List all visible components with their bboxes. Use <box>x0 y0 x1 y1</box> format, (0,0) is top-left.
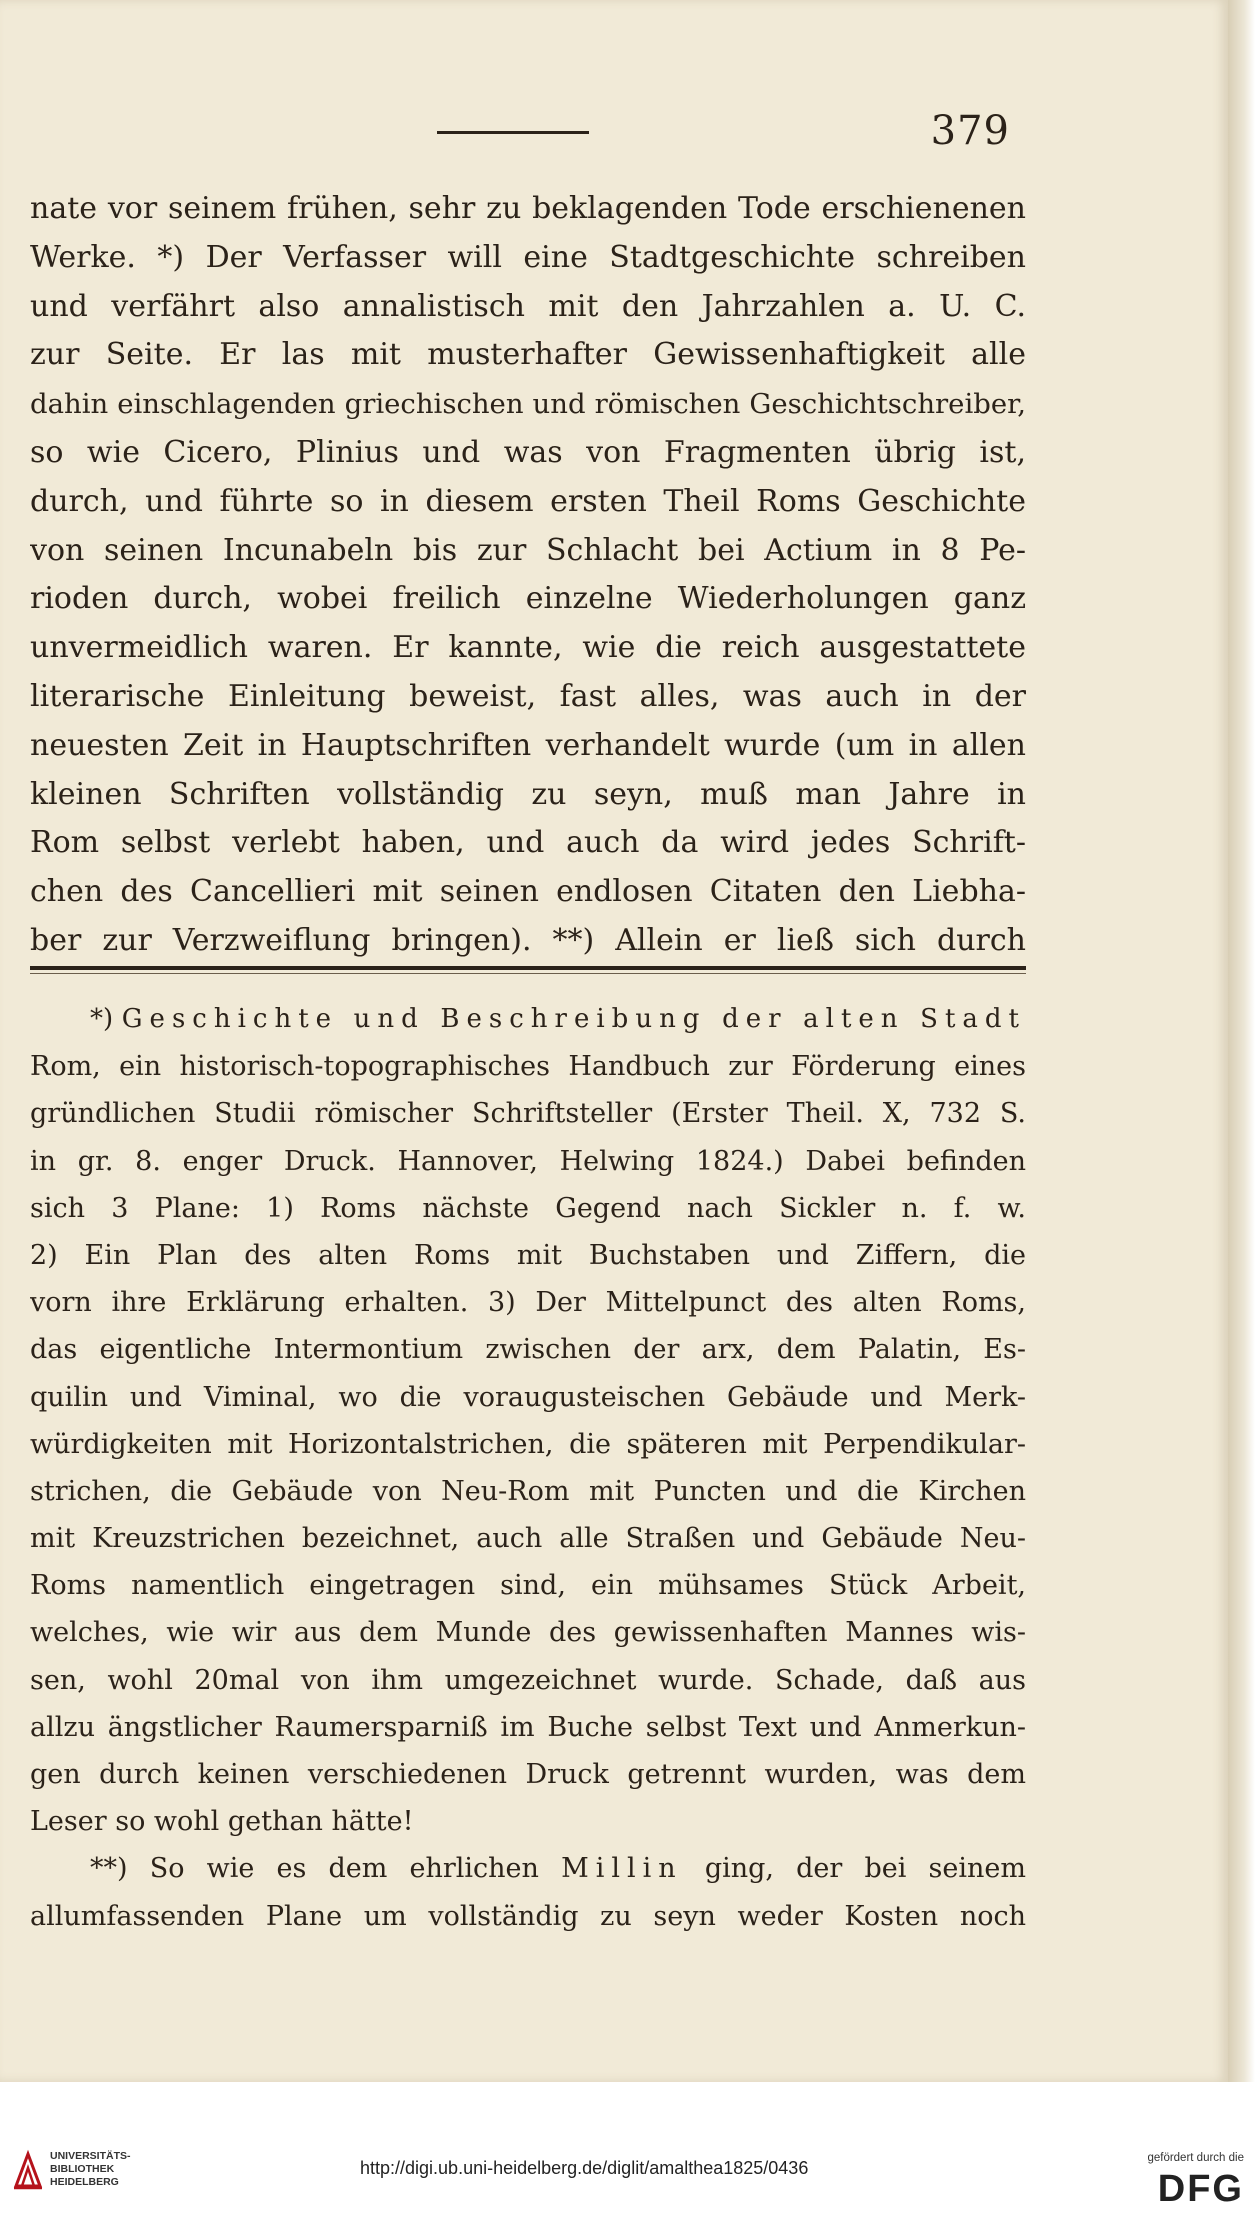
text-line: und verfährt also annalistisch mit den Jahrzahlen a. U. C. <box>30 288 1026 324</box>
funding-caption: gefördert durch die <box>1147 2152 1244 2164</box>
text-line: Rom selbst verlebt haben, und auch da wird jedes Schrift- <box>30 825 1026 861</box>
text-line: chen des Cancellieri mit seinen endlosen Citaten den Liebha- <box>30 874 1026 910</box>
footnote-title-line <box>30 996 1026 1043</box>
library-name-line: BIBLIOTHEK <box>50 2163 115 2175</box>
text-line: unvermeidlich waren. Er kannte, wie die reich ausgestattete <box>30 630 1026 666</box>
footnote-line: allzu ängstlicher Raumersparniß im Buche selbst Text und Anmerkun- <box>30 1711 1026 1743</box>
footnote-line: allumfassenden Plane um vollständig zu seyn weder Kosten noch <box>30 1900 1026 1932</box>
footnote-separator <box>30 966 1026 970</box>
footnote-mark: *) <box>90 1004 114 1034</box>
footnote-name-spaced: Millin <box>561 1853 683 1885</box>
text-line: rioden durch, wobei freilich einzelne Wiederholungen ganz <box>30 581 1026 617</box>
footnote-line: mit Kreuzstrichen bezeichnet, auch alle Straßen und Gebäude Neu- <box>30 1523 1026 1555</box>
text-line: so wie Cicero, Plinius und was von Fragmenten übrig ist, <box>30 434 1026 470</box>
main-text <box>30 185 1026 966</box>
footnote-book-title: Geschichte und Beschreibung der alten Stadt <box>121 1004 1026 1034</box>
text-line: zur Seite. Er las mit musterhafter Gewissenhaftigkeit alle <box>30 337 1026 373</box>
text-line: kleinen Schriften vollständig zu seyn, muß man Jahre in <box>30 776 1026 812</box>
footnote-text: ging, der bei seinem <box>704 1853 1026 1885</box>
page-edge <box>1228 0 1255 2082</box>
footnote-mark: **) <box>90 1853 128 1885</box>
footnote-line: das eigentliche Intermontium zwischen der arx, dem Palatin, Es- <box>30 1334 1026 1366</box>
library-name <box>50 2150 131 2189</box>
library-name-line: UNIVERSITÄTS- <box>50 2150 131 2162</box>
footnote-line: Leser so wohl gethan hätte! <box>30 1806 414 1838</box>
footnote-line: vorn ihre Erklärung erhalten. 3) Der Mittelpunct des alten Roms, <box>30 1287 1026 1319</box>
footnote-line: Rom, ein historisch-topographisches Handbuch zur Förderung eines <box>30 1051 1026 1083</box>
footnotes <box>30 996 1026 1940</box>
footnote-line: gen durch keinen verschiedenen Druck getrennt wurden, was dem <box>30 1759 1026 1790</box>
footnote-line: würdigkeiten mit Horizontalstrichen, die späteren mit Perpendikular- <box>30 1428 1026 1460</box>
library-logo-icon <box>12 2148 44 2192</box>
footnote-line: welches, wie wir aus dem Munde des gewissenhaften Mannes wis- <box>30 1617 1026 1649</box>
text-line: nate vor seinem frühen, sehr zu beklagenden Tode erschienenen <box>30 191 1026 226</box>
footnote-line: Roms namentlich eingetragen sind, ein mühsames Stück Arbeit, <box>30 1570 1026 1602</box>
text-line: Werke. *) Der Verfasser will eine Stadtgeschichte schreiben <box>30 239 1026 275</box>
text-line: ber zur Verzweiflung bringen). **) Allein er ließ sich durch <box>30 922 1026 958</box>
source-url-link[interactable]: http://digi.ub.uni-heidelberg.de/diglit/amalthea1825/0436 <box>360 2158 809 2178</box>
page-number: 379 <box>930 108 1010 154</box>
dfg-logo: DFG <box>1157 2168 1244 2210</box>
footnote-separator-thin <box>30 973 1026 974</box>
footnote-line: sen, wohl 20mal von ihm umgezeichnet wurde. Schade, daß aus <box>30 1664 1026 1696</box>
text-line: dahin einschlagenden griechischen und römischen Geschichtschreiber, <box>30 388 1026 421</box>
text-line: literarische Einleitung beweist, fast alles, was auch in der <box>30 678 1026 714</box>
footnote-text: So wie es dem ehrlichen <box>149 1853 539 1885</box>
library-name-line: HEIDELBERG <box>50 2176 119 2188</box>
footnote-line: in gr. 8. enger Druck. Hannover, Helwing 1824.) Dabei befinden <box>30 1145 1026 1177</box>
header-rule <box>437 131 589 134</box>
footnote-line: gründlichen Studii römischer Schriftsteller (Erster Theil. X, 732 S. <box>30 1098 1026 1130</box>
text-line: neuesten Zeit in Hauptschriften verhandelt wurde (um in allen <box>30 727 1026 763</box>
footnote-second-line <box>30 1845 1026 1892</box>
text-line: durch, und führte so in diesem ersten Theil Roms Geschichte <box>30 483 1026 519</box>
footnote-line: quilin und Viminal, wo die voraugusteischen Gebäude und Merk- <box>30 1381 1026 1413</box>
footnote-line: strichen, die Gebäude von Neu-Rom mit Puncten und die Kirchen <box>30 1475 1026 1507</box>
text-line: von seinen Incunabeln bis zur Schlacht bei Actium in 8 Pe- <box>30 532 1026 568</box>
footnote-line: 2) Ein Plan des alten Roms mit Buchstaben und Ziffern, die <box>30 1239 1026 1271</box>
footnote-line: sich 3 Plane: 1) Roms nächste Gegend nach Sickler n. f. w. <box>30 1192 1026 1224</box>
